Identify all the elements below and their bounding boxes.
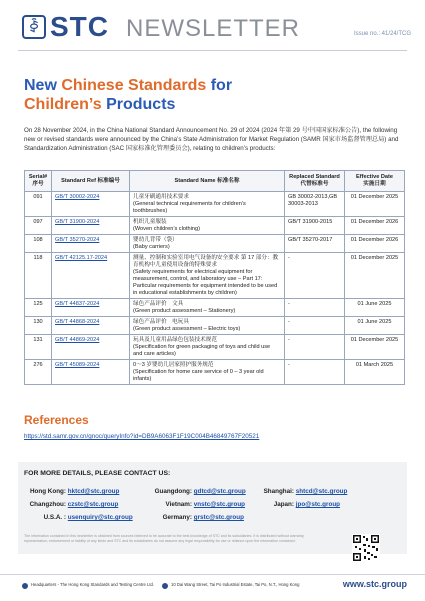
contact-hong-kong: Hong Kong: hktcd@stc.group — [29, 488, 120, 495]
serial-cell: 130 — [25, 317, 52, 335]
title-text: for — [206, 77, 233, 94]
standard-name-cell: 婴幼儿背带（袋） (Baby carriers) — [130, 235, 285, 253]
reference-link[interactable]: https://std.samr.gov.cn/gnoc/queryInfo?id=DB9A6063F1F19C004B46849767F20521 — [24, 433, 260, 440]
email-link[interactable]: shtcd@stc.group — [295, 488, 348, 495]
headquarters-text: Headquarters - The Hong Kong Standards and Testing Centre Ltd. — [31, 582, 154, 587]
standard-ref-link[interactable]: GB/T 30002-2024 — [52, 192, 130, 217]
table-row — [25, 299, 405, 317]
intro-paragraph: On 28 November 2024, in the China National Standard Announcement No. 29 of 2024 (2024 年第 29 号中国国家标准公告), the following new or revised standards were announced by the China’s State Administration for Market Regulation (SAMR 国家市场监督管理总局) and Standardization Administration (SAC 国家标准化管理委员会), relating to children’s products: — [24, 127, 399, 152]
website-link[interactable]: www.stc.group — [342, 579, 407, 589]
standard-ref-link[interactable]: GB/T 44869-2024 — [52, 335, 130, 360]
email-link[interactable]: grstc@stc.group — [193, 514, 244, 521]
standard-ref-link[interactable]: GB/T 45089-2024 — [52, 360, 130, 385]
stc-logo-icon: ꀅ — [22, 15, 46, 39]
contact-changzhou: Changzhou: czstc@stc.group — [29, 501, 119, 508]
contact-shanghai: Shanghai: shtcd@stc.group — [263, 488, 348, 495]
table-row — [25, 360, 405, 385]
standard-name-cell: 0～3 岁婴幼儿居家照护服务规范 (Specification for home care service of 0 – 3 year old infants) — [130, 360, 285, 385]
col-header-replaced: Replaced Standard 代替标准号 — [285, 171, 345, 192]
date-cell: 01 March 2025 — [345, 360, 405, 385]
replaced-cell: GB/T 31900-2015 — [285, 217, 345, 235]
title-text: New — [24, 77, 62, 94]
date-cell: 01 December 2025 — [345, 253, 405, 299]
table-row — [25, 217, 405, 235]
date-cell: 01 June 2025 — [345, 299, 405, 317]
replaced-cell: - — [285, 317, 345, 335]
table-row — [25, 317, 405, 335]
newsletter-title: NEWSLETTER — [126, 15, 301, 42]
serial-cell: 108 — [25, 235, 52, 253]
standard-ref-link[interactable]: GB/T 44868-2024 — [52, 317, 130, 335]
email-link[interactable]: vnstc@stc.group — [193, 501, 246, 508]
article-title — [24, 76, 324, 114]
contact-japan: Japan: jpo@stc.group — [273, 501, 341, 508]
disclaimer-text: The information contained in this newsletter is obtained from sources believed to be accurate to the best knowledge of STC and its subsidiaries. It is distributed without warranty, representation, endorsement or liability of any kinds and STC and its subsidiaries do not assume any legal responsibility for use or reliance upon the information contained. — [24, 534, 305, 543]
replaced-cell: - — [285, 360, 345, 385]
date-cell: 01 December 2025 — [345, 192, 405, 217]
table-row — [25, 335, 405, 360]
email-link[interactable]: czstc@stc.group — [67, 501, 119, 508]
title-highlight: Children’s — [24, 96, 102, 113]
newsletter-header — [0, 0, 425, 64]
replaced-cell: - — [285, 253, 345, 299]
date-cell: 01 December 2026 — [345, 217, 405, 235]
email-link[interactable]: gdtcd@stc.group — [193, 488, 246, 495]
contact-vietnam: Vietnam: vnstc@stc.group — [165, 501, 246, 508]
serial-cell: 276 — [25, 360, 52, 385]
standard-ref-link[interactable]: GB/T 31900-2024 — [52, 217, 130, 235]
serial-cell: 125 — [25, 299, 52, 317]
col-header-ref: Standard Ref 标准编号 — [52, 171, 130, 192]
serial-cell: 091 — [25, 192, 52, 217]
table-row — [25, 253, 405, 299]
contact-usa: U.S.A. : usenquiry@stc.group — [43, 514, 133, 521]
qr-code-icon[interactable] — [352, 534, 380, 562]
standard-ref-link[interactable]: GB/T 44837-2024 — [52, 299, 130, 317]
standard-ref-link[interactable]: GB/T 42125.17-2024 — [52, 253, 130, 299]
page-footer — [0, 574, 425, 601]
date-cell: 01 December 2026 — [345, 235, 405, 253]
standard-name-cell: 机织儿童服装 (Woven children’s clothing) — [130, 217, 285, 235]
issue-number: Issue no.: 41/24/TCG — [353, 31, 411, 37]
serial-cell: 131 — [25, 335, 52, 360]
replaced-cell: - — [285, 299, 345, 317]
serial-cell: 118 — [25, 253, 52, 299]
date-cell: 01 December 2025 — [345, 335, 405, 360]
col-header-name: Standard Name 标准名称 — [130, 171, 285, 192]
standard-name-cell: 绿色产品评价 电玩具 (Green product assessment – Electric toys) — [130, 317, 285, 335]
contact-heading: FOR MORE DETAILS, PLEASE CONTACT US: — [24, 470, 171, 477]
contact-germany: Germany: grstc@stc.group — [162, 514, 244, 521]
col-header-date: Effective Date 实施日期 — [345, 171, 405, 192]
replaced-cell: GB 30002-2013,GB 30003-2013 — [285, 192, 345, 217]
standard-name-cell: 儿童牙刷通用技术要求 (General technical requirements for children’s toothbrushes) — [130, 192, 285, 217]
table-row — [25, 192, 405, 217]
stc-logo-text: STC — [50, 11, 109, 42]
standard-name-cell: 绿色产品评价 文具 (Green product assessment – Stationery) — [130, 299, 285, 317]
table-header-row — [25, 171, 405, 192]
stc-logo — [22, 11, 109, 42]
date-cell: 01 June 2025 — [345, 317, 405, 335]
standard-name-cell: 测量、控制和实验室用电气设备的安全要求 第 17 部分：教育机构中儿童使用设备的特殊要求 (Safety requirements for electrical equipment for measurement, control, and laboratory use – Part 17: Particular requirements for equipment intended to be used in educational establishments by children) — [130, 253, 285, 299]
location-pin-icon — [162, 583, 168, 589]
title-highlight: Chinese Standards — [61, 77, 207, 94]
contact-guangdong: Guangdong: gdtcd@stc.group — [154, 488, 246, 495]
header-divider — [18, 50, 407, 51]
references-heading: References — [24, 413, 89, 427]
title-text: Products — [101, 96, 176, 113]
table-row — [25, 235, 405, 253]
email-link[interactable]: hktcd@stc.group — [67, 488, 120, 495]
building-icon — [22, 583, 28, 589]
standard-name-cell: 玩具及儿童用品绿色包装技术规范 (Specification for green packaging of toys and child use and care articles) — [130, 335, 285, 360]
replaced-cell: - — [285, 335, 345, 360]
email-link[interactable]: usenquiry@stc.group — [67, 514, 133, 521]
address-text: 10 Dai Wang Street, Tai Po Industrial Estate, Tai Po, N.T., Hong Kong — [171, 582, 300, 587]
standards-table — [24, 170, 405, 385]
col-header-serial: Serial# 序号 — [25, 171, 52, 192]
standard-ref-link[interactable]: GB/T 35270-2024 — [52, 235, 130, 253]
serial-cell: 097 — [25, 217, 52, 235]
replaced-cell: GB/T 35270-2017 — [285, 235, 345, 253]
email-link[interactable]: jpo@stc.group — [295, 501, 341, 508]
